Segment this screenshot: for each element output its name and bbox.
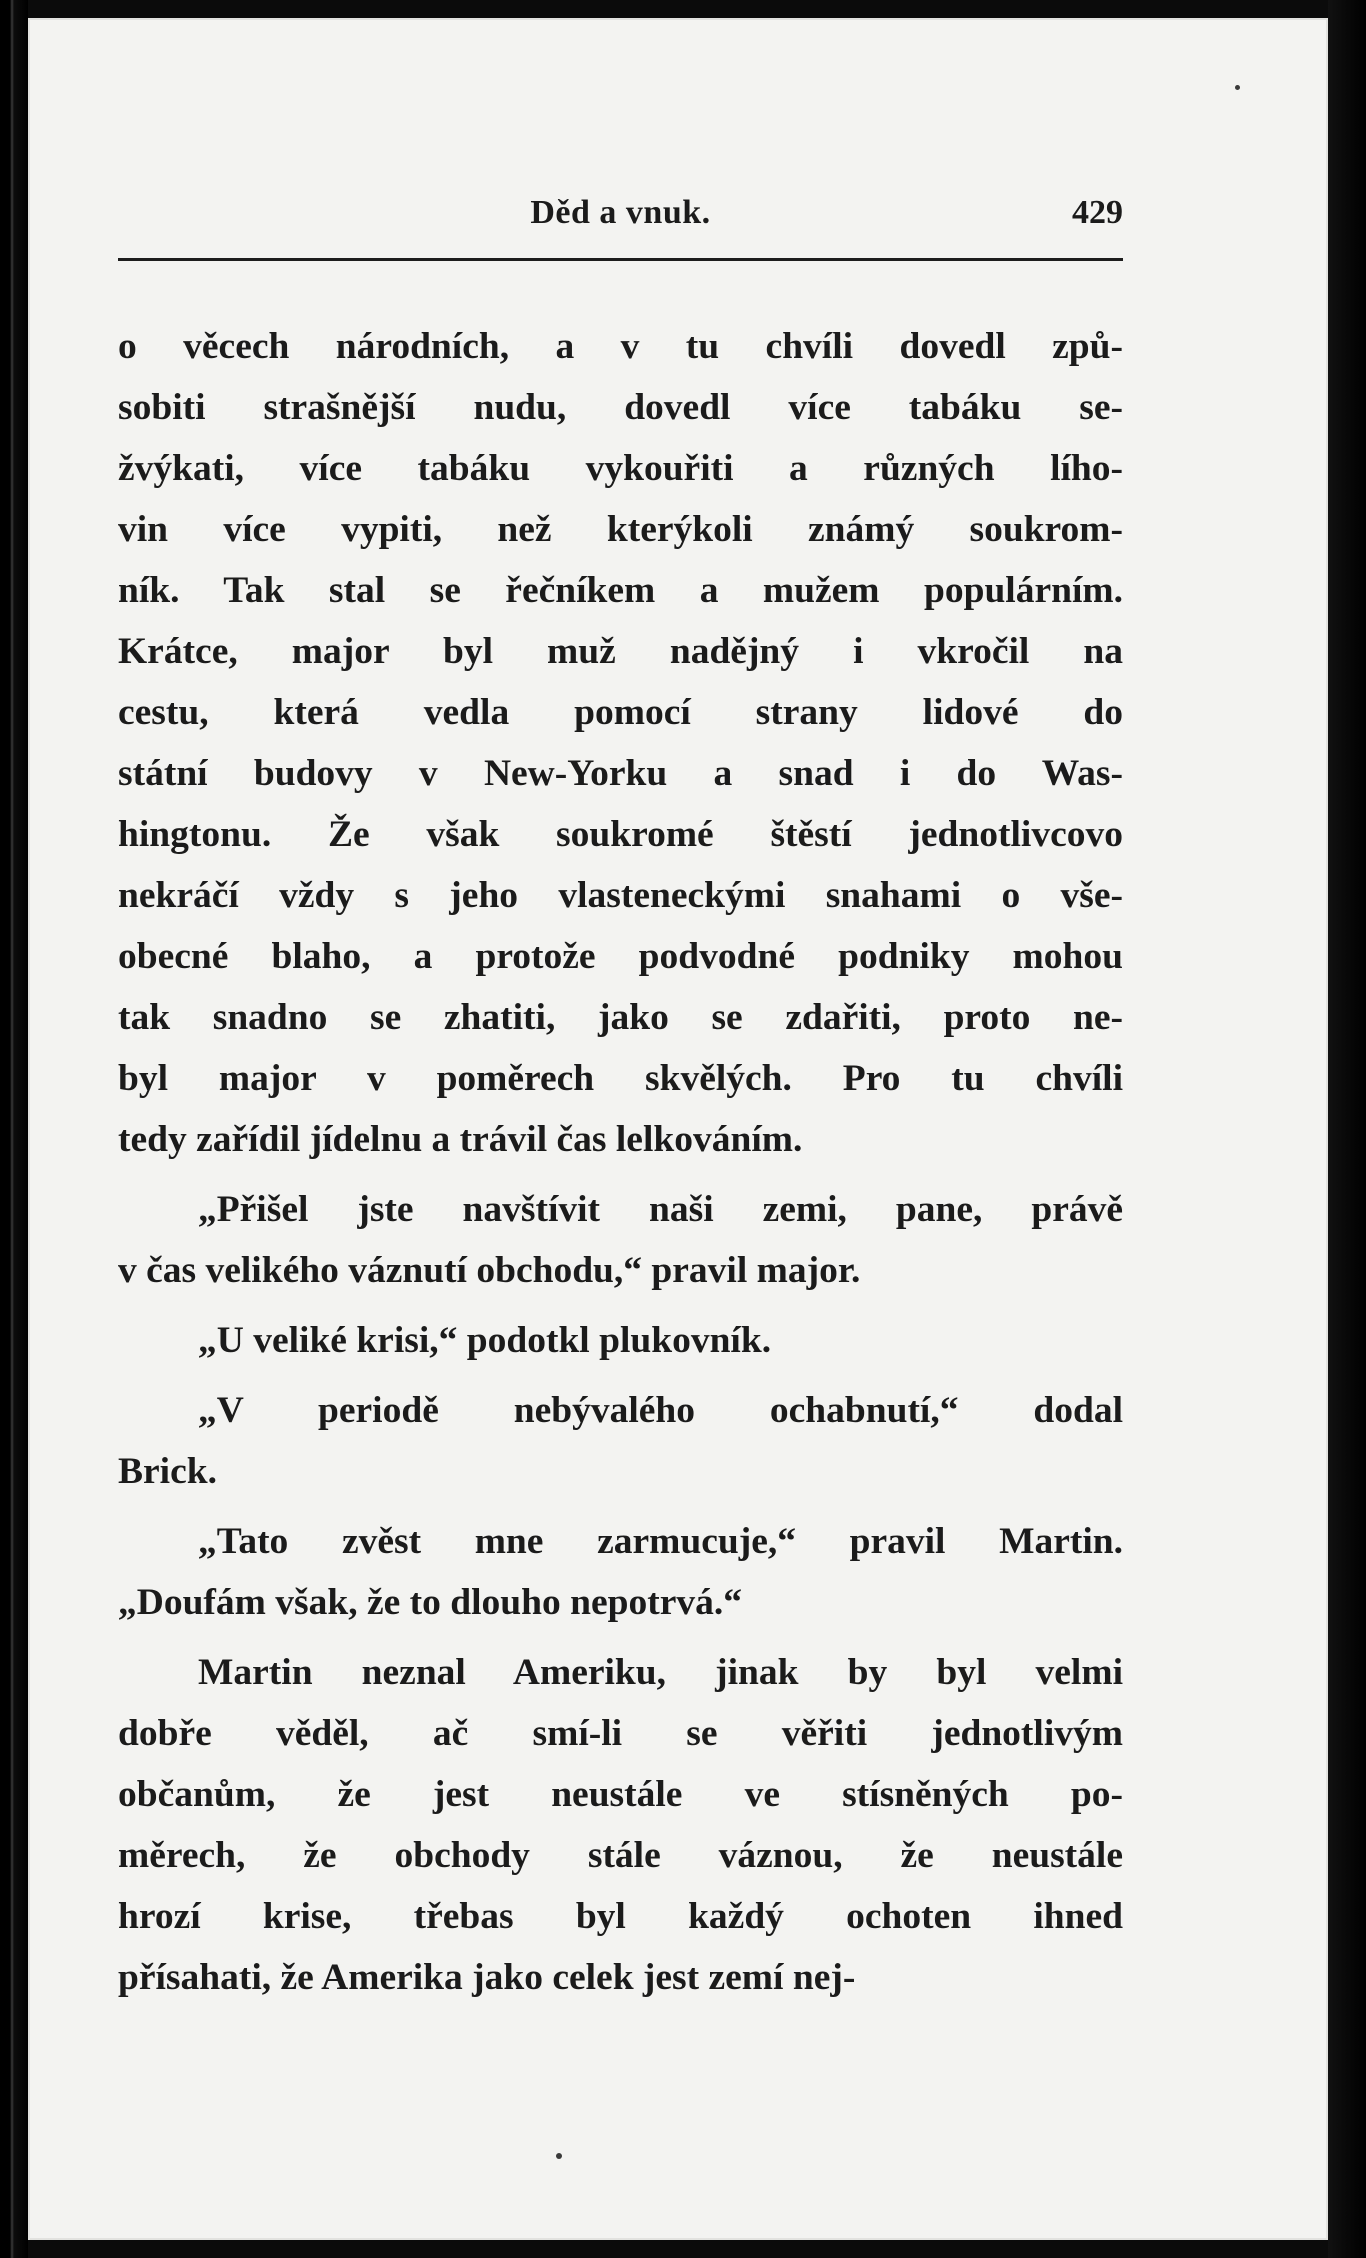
paragraph: [118, 1511, 1123, 1633]
body-text: [118, 316, 1123, 2008]
paragraph: [118, 316, 1123, 1170]
page-right-edge: [1328, 0, 1366, 2258]
running-header: [118, 176, 1123, 236]
text-line: žvýkati, více tabáku vykouřiti a různých lího-: [118, 448, 1123, 489]
paragraph-gap: [118, 1502, 1123, 1511]
text-line: nekráčí vždy s jeho vlasteneckými snahami o vše-: [118, 875, 1123, 916]
text-line: tedy zařídil jídelnu a trávil čas lelkováním.: [118, 1119, 803, 1160]
paragraph: [118, 1179, 1123, 1301]
text-line: hrozí krise, třebas byl každý ochoten ihned: [118, 1896, 1123, 1937]
paragraph-gap: [118, 1633, 1123, 1642]
text-line: cestu, která vedla pomocí strany lidové do: [118, 692, 1123, 733]
print-speck: [556, 2153, 562, 2159]
text-line: Brick.: [118, 1451, 217, 1492]
page-left-edge: [0, 0, 28, 2258]
text-line: přísahati, že Amerika jako celek jest zemí nej-: [118, 1957, 856, 1998]
text-line: Martin neznal Ameriku, jinak by byl velmi: [198, 1652, 1123, 1693]
text-line: obecné blaho, a protože podvodné podniky mohou: [118, 936, 1123, 977]
text-line: „V periodě nebývalého ochabnutí,“ dodal: [198, 1390, 1123, 1431]
text-line: „Přišel jste navštívit naši zemi, pane, právě: [198, 1189, 1123, 1230]
text-line: tak snadno se zhatiti, jako se zdařiti, proto ne-: [118, 997, 1123, 1038]
running-title: Děd a vnuk.: [530, 194, 711, 231]
text-line: v čas velikého váznutí obchodu,“ pravil major.: [118, 1250, 861, 1291]
text-line: občanům, že jest neustále ve stísněných po-: [118, 1774, 1123, 1815]
page-number: 429: [1072, 194, 1123, 231]
text-line: byl major v poměrech skvělých. Pro tu chvíli: [118, 1058, 1123, 1099]
paragraph-gap: [118, 1170, 1123, 1179]
text-line: o věcech národních, a v tu chvíli dovedl způ-: [118, 326, 1123, 367]
paragraph-gap: [118, 1371, 1123, 1380]
text-line: sobiti strašnější nudu, dovedl více tabáku se-: [118, 387, 1123, 428]
text-line: vin více vypiti, než kterýkoli známý soukrom-: [118, 509, 1123, 550]
paragraph: [118, 1380, 1123, 1502]
header-rule: [118, 258, 1123, 261]
text-line: ník. Tak stal se řečníkem a mužem populárním.: [118, 570, 1123, 611]
text-line: státní budovy v New-Yorku a snad i do Was-: [118, 753, 1123, 794]
text-line: „Tato zvěst mne zarmucuje,“ pravil Martin.: [198, 1521, 1123, 1562]
text-line: Krátce, major byl muž nadějný i vkročil na: [118, 631, 1123, 672]
paragraph-gap: [118, 1301, 1123, 1310]
print-speck: [1235, 85, 1240, 90]
text-line: „U veliké krisi,“ podotkl plukovník.: [198, 1320, 772, 1361]
text-line: dobře věděl, ač smí-li se věřiti jednotlivým: [118, 1713, 1123, 1754]
text-line: „Doufám však, že to dlouho nepotrvá.“: [118, 1582, 742, 1623]
text-line: hingtonu. Že však soukromé štěstí jednotlivcovo: [118, 814, 1123, 855]
paragraph: [118, 1642, 1123, 2008]
paragraph: [118, 1310, 1123, 1371]
text-line: měrech, že obchody stále váznou, že neustále: [118, 1835, 1123, 1876]
